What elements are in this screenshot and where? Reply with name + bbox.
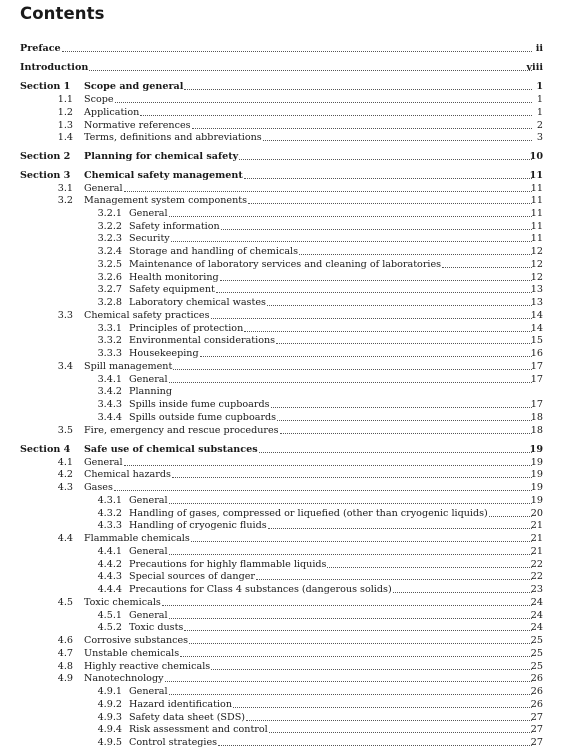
toc-dot-leader [169,694,532,695]
toc-entry-number: 4.5.1 [97,610,122,621]
toc-entry[interactable] [0,150,583,163]
toc-dot-leader [114,490,532,491]
toc-entry-title: Planning for chemical safety [84,151,239,162]
toc-page-number: 14 [530,310,543,321]
toc-entry-text-wrap [84,468,533,481]
toc-entry-text-wrap [84,93,533,106]
toc-entry-title: Principles of protection [129,323,244,334]
toc-dot-leader [246,720,532,721]
toc-entry-text-wrap [84,596,533,609]
toc-entry-number: 4.3 [57,482,73,493]
toc-entry-title: Health monitoring [129,272,219,283]
toc-page-number: 18 [530,425,543,436]
toc-entry-number: 4.5 [57,597,73,608]
toc-entry-text-wrap [129,736,533,749]
toc-entry-number: 4.9.5 [97,737,122,748]
toc-entry[interactable] [0,634,583,647]
toc-entry-title: Gases [84,482,113,493]
toc-dot-leader [211,669,532,670]
toc-entry-title: Application [84,107,140,118]
toc-page-number: 13 [530,297,543,308]
toc-entry[interactable] [0,443,583,456]
toc-entry[interactable] [0,80,583,93]
toc-entry-text-wrap [84,443,533,456]
toc-dot-leader [239,159,532,160]
toc-entry-text-wrap [129,347,533,360]
toc-entry[interactable] [0,296,583,309]
toc-entry[interactable] [0,169,583,182]
toc-dot-leader [220,280,532,281]
toc-entry[interactable] [0,698,583,711]
toc-entry[interactable] [0,207,583,220]
toc-page-number: 1 [536,107,543,118]
toc-entry[interactable] [0,309,583,322]
toc-page-number: 21 [530,520,543,531]
toc-entry-title: Risk assessment and control [129,724,268,735]
toc-entry-title: Fire, emergency and rescue procedures [84,425,279,436]
toc-entry-text-wrap [20,61,533,74]
toc-dot-leader [124,191,532,192]
toc-entry-title: Toxic dusts [129,622,184,633]
toc-entry-text-wrap [129,583,533,596]
toc-entry-title: Chemical hazards [84,469,171,480]
toc-entry-title: General [129,686,168,697]
toc-entry-number: 3.3.2 [97,335,122,346]
toc-page-number: viii [526,62,543,73]
toc-entry[interactable] [0,194,583,207]
toc-entry-title: Safety information [129,221,220,232]
toc-dot-leader [162,605,532,606]
toc-entry-number: 3.4.4 [97,412,122,423]
toc-dot-leader [169,618,532,619]
toc-page-number: 11 [530,195,543,206]
toc-page-number: 11 [530,208,543,219]
toc-entry-title: Chemical safety practices [84,310,210,321]
toc-dot-leader [276,343,532,344]
toc-entry-text-wrap [20,42,533,55]
toc-entry-text-wrap [84,634,533,647]
toc-dot-leader [169,503,532,504]
toc-entry-number: 4.1 [57,457,73,468]
toc-entry-text-wrap [84,150,533,163]
toc-entry-number: 4.4.3 [97,571,122,582]
toc-entry-number: 1.2 [57,107,73,118]
toc-entry-title: Handling of cryogenic fluids [129,520,267,531]
toc-entry-text-wrap [129,296,533,309]
toc-entry-number: 3.5 [57,425,73,436]
toc-entry-title: Safety data sheet (SDS) [129,712,246,723]
toc-dot-leader [169,382,532,383]
toc-dot-leader [165,681,532,682]
toc-entry-text-wrap [129,621,533,634]
toc-page-number: 24 [530,622,543,633]
toc-entry-number: 4.6 [57,635,73,646]
toc-entry-title: Chemical safety management [84,170,243,181]
toc-entry[interactable] [0,232,583,245]
toc-entry-number: 4.4.1 [97,546,122,557]
toc-dot-leader [184,89,532,90]
toc-dot-leader [268,528,532,529]
toc-entry[interactable] [0,570,583,583]
toc-entry-text-wrap [84,424,533,437]
toc-dot-leader [189,643,532,644]
toc-entry[interactable] [0,736,583,749]
toc-dot-leader [169,554,532,555]
toc-entry[interactable] [0,93,583,106]
toc-entry-title: Handling of gases, compressed or liquefied (other than cryogenic liquids) [129,508,488,519]
toc-entry-number: 3.2.4 [97,246,122,257]
toc-page-number: 25 [530,661,543,672]
toc-entry-text-wrap [84,360,533,373]
toc-entry-number: 4.3.2 [97,508,122,519]
toc-page-number: 11 [530,221,543,232]
toc-dot-leader [124,465,532,466]
toc-entry[interactable] [0,258,583,271]
toc-entry-number: 3.2.2 [97,221,122,232]
toc-dot-leader [221,229,532,230]
toc-section-label: Section 2 [20,151,71,162]
toc-entry-number: 3.2.8 [97,297,122,308]
toc-dot-leader [244,178,532,179]
toc-dot-leader [256,579,532,580]
toc-dot-leader [89,70,532,71]
toc-entry-title: Control strategies [129,737,218,748]
toc-entry-title: Introduction [20,62,89,73]
toc-page-number: 22 [530,559,543,570]
toc-entry-title: Flammable chemicals [84,533,190,544]
toc-dot-leader [211,318,533,319]
toc-entry-number: 1.1 [57,94,73,105]
toc-entry-text-wrap [129,398,533,411]
toc-dot-leader [327,567,532,568]
toc-page-number: 17 [530,399,543,410]
toc-entry[interactable] [0,545,583,558]
toc-page-number: 11 [530,233,543,244]
toc-page-number: ii [535,43,543,54]
toc-dot-leader [248,203,532,204]
toc-dot-leader [267,305,532,306]
toc-entry-title: General [129,208,168,219]
toc-entry-number: 3.3 [57,310,73,321]
toc-dot-leader [192,128,532,129]
toc-entry-title: General [84,183,123,194]
toc-entry-text-wrap [129,494,533,507]
toc-entry[interactable] [0,334,583,347]
toc-entry-text-wrap [84,647,533,660]
toc-entry-title: Scope and general [84,81,184,92]
toc-entry[interactable] [0,685,583,698]
toc-entry[interactable] [0,519,583,532]
toc-entry-title: Unstable chemicals [84,648,180,659]
toc-page-number: 19 [529,444,543,455]
toc-entry[interactable] [0,481,583,494]
toc-dot-leader [180,656,532,657]
toc-entry-title: Management system components [84,195,248,206]
toc-entry[interactable] [0,596,583,609]
toc-entry[interactable] [0,672,583,685]
toc-entry-title: Spills outside fume cupboards [129,412,277,423]
toc-entry-text-wrap [84,672,533,685]
toc-page-number: 11 [530,183,543,194]
toc-dot-leader [115,102,532,103]
toc-page-number: 27 [530,724,543,735]
toc-entry[interactable] [0,106,583,119]
toc-page-number: 26 [530,699,543,710]
toc-entry[interactable] [0,647,583,660]
toc-dot-leader [171,241,532,242]
toc-page-number: 12 [530,259,543,270]
toc-entry[interactable] [0,723,583,736]
toc-entry-text-wrap [84,309,533,322]
toc-entry-number: 4.3.1 [97,495,122,506]
toc-entry[interactable] [0,131,583,144]
toc-entry-number: 1.4 [57,132,73,143]
toc-page-number: 18 [530,412,543,423]
toc-entry-number: 3.4.1 [97,374,122,385]
toc-section-label: Section 1 [20,81,71,92]
toc-entry-title: Planning [129,386,172,397]
toc-entry-title: General [84,457,123,468]
toc-entry-text-wrap [129,723,533,736]
toc-entry[interactable] [0,532,583,545]
toc-entry-number: 1.3 [57,120,73,131]
toc-entry-text-wrap [129,411,533,424]
toc-dot-leader [216,292,532,293]
toc-dot-leader [191,541,532,542]
toc-entry-text-wrap [84,131,533,144]
toc-page-number: 26 [530,686,543,697]
toc-page-number: 24 [530,597,543,608]
toc-entry-title: Precautions for highly flammable liquids [129,559,327,570]
toc-entry-title: General [129,374,168,385]
toc-entry-number: 4.5.2 [97,622,122,633]
toc-page-number: 19 [530,495,543,506]
toc-entry-number: 3.2 [57,195,73,206]
toc-entry[interactable] [0,398,583,411]
toc-entry-title: Highly reactive chemicals [84,661,211,672]
toc-entry[interactable] [0,468,583,481]
toc-page-number: 19 [530,482,543,493]
toc-entry-title: Maintenance of laboratory services and cleaning of laboratories [129,259,442,270]
toc-entry-text-wrap [84,194,533,207]
toc-entry-number: 4.8 [57,661,73,672]
toc-dot-leader [269,732,532,733]
toc-entry-number: 3.4.2 [97,386,122,397]
toc-entry-number: 4.9.1 [97,686,122,697]
toc-dot-leader [233,707,532,708]
toc-page-number: 27 [530,712,543,723]
toc-page-number: 21 [530,533,543,544]
toc-dot-leader [271,407,532,408]
toc-entry-text-wrap [84,106,533,119]
toc-entry-title: Precautions for Class 4 substances (dangerous solids) [129,584,392,595]
toc-entry-number: 3.2.1 [97,208,122,219]
toc-page-number: 26 [530,673,543,684]
toc-entry-title: Storage and handling of chemicals [129,246,299,257]
toc-entry-text-wrap [84,481,533,494]
toc-entry[interactable] [0,385,583,398]
toc-page-number: 23 [530,584,543,595]
toc-dot-leader [277,420,532,421]
toc-entry-title: Toxic chemicals [84,597,161,608]
toc-entry[interactable] [0,621,583,634]
toc-dot-leader [140,115,532,116]
toc-entry-text-wrap [129,570,533,583]
toc-entry-number: 3.2.3 [97,233,122,244]
toc-entry-title: Spill management [84,361,173,372]
toc-entry-number: 3.3.3 [97,348,122,359]
toc-page-number: 21 [530,546,543,557]
toc-entry-title: Hazard identification [129,699,232,710]
toc-page-number: 24 [530,610,543,621]
toc-page-number: 12 [530,272,543,283]
toc-entry-text-wrap [129,207,533,220]
toc-entry-text-wrap [129,334,533,347]
toc-dot-leader [172,477,532,478]
toc-entry-title: Environmental considerations [129,335,276,346]
toc-dot-leader [169,216,532,217]
toc-page-number: 25 [530,648,543,659]
toc-entry[interactable] [0,424,583,437]
toc-entry-title: Security [129,233,170,244]
toc-page-number: 22 [530,571,543,582]
toc-section-label: Section 4 [20,444,71,455]
toc-entry-title: Nanotechnology [84,673,164,684]
toc-dot-leader [200,356,532,357]
toc-entry-text-wrap [84,80,533,93]
toc-entry-number: 3.1 [57,183,73,194]
toc-entry[interactable] [0,494,583,507]
toc-entry-title: Normative references [84,120,191,131]
toc-entry-text-wrap [129,685,533,698]
toc-dot-leader [244,331,532,332]
toc-entry-number: 3.2.6 [97,272,122,283]
toc-entry-title: Special sources of danger [129,571,255,582]
toc-entry-title: Laboratory chemical wastes [129,297,266,308]
toc-page-number: 3 [536,132,543,143]
toc-entry-text-wrap [129,698,533,711]
toc-entry-title: Spills inside fume cupboards [129,399,270,410]
toc-entry-title: Safety equipment [129,284,215,295]
toc-dot-leader [299,254,532,255]
toc-entry-text-wrap [129,258,533,271]
toc-entry[interactable] [0,347,583,360]
toc-entry-title: Safe use of chemical substances [84,444,258,455]
toc-entry-title: Housekeeping [129,348,199,359]
toc-entry-number: 3.2.7 [97,284,122,295]
toc-page-number: 1 [536,81,543,92]
toc-entry[interactable] [0,283,583,296]
toc-page-number: 27 [530,737,543,748]
toc-entry-text-wrap [129,245,533,258]
toc-page-number: 25 [530,635,543,646]
toc-entry-number: 4.4.4 [97,584,122,595]
toc-entry[interactable] [0,245,583,258]
toc-entry-number: 4.2 [57,469,73,480]
toc-entry-title: General [129,610,168,621]
toc-entry-text-wrap [129,519,533,532]
toc-entry-number: 3.4 [57,361,73,372]
toc-page-number: 12 [530,246,543,257]
toc-entry-title: Corrosive substances [84,635,189,646]
toc-entry[interactable] [0,411,583,424]
toc-entry-number: 4.9 [57,673,73,684]
toc-entry-text-wrap [129,545,533,558]
toc-entry-number: 4.9.4 [97,724,122,735]
toc-page-number: 11 [529,170,543,181]
toc-page-number: 20 [530,508,543,519]
toc-dot-leader [263,140,532,141]
toc-page-number: 19 [530,457,543,468]
toc-entry-text-wrap [84,532,533,545]
toc-entry-title: Scope [84,94,114,105]
toc-entry-text-wrap [129,283,533,296]
toc-entry-text-wrap [129,232,533,245]
toc-dot-leader [259,452,532,453]
toc-dot-leader [173,369,532,370]
toc-entry[interactable] [0,42,583,55]
toc-entry-number: 4.9.3 [97,712,122,723]
toc-entry[interactable] [0,61,583,74]
toc-dot-leader [218,745,532,746]
toc-entry-title: Preface [20,43,61,54]
toc-entry-title: General [129,546,168,557]
toc-page-number: 1 [536,94,543,105]
toc-page-number: 19 [530,469,543,480]
toc-page-number: 14 [530,323,543,334]
toc-entry-number: 3.4.3 [97,399,122,410]
page-title: Contents [20,4,105,23]
toc-entry-number: 4.7 [57,648,73,659]
toc-entry-title: General [129,495,168,506]
toc-page-number: 10 [529,151,543,162]
toc-page-number: 15 [530,335,543,346]
toc-entry-number: 4.4 [57,533,73,544]
toc-entry-text-wrap [84,169,533,182]
toc-entry[interactable] [0,583,583,596]
toc-page-number: 2 [536,120,543,131]
toc-dot-leader [280,433,532,434]
toc-page-number: 16 [530,348,543,359]
toc-entry[interactable] [0,360,583,373]
toc-entry-title: Terms, definitions and abbreviations [84,132,262,143]
toc-entry-number: 3.3.1 [97,323,122,334]
toc-page-number: 17 [530,374,543,385]
toc-entry-text-wrap [129,385,533,398]
toc-section-label: Section 3 [20,170,71,181]
toc-dot-leader [62,51,532,52]
toc-page-number: 13 [530,284,543,295]
toc-entry-number: 4.4.2 [97,559,122,570]
toc-entry-number: 4.3.3 [97,520,122,531]
toc-entry-number: 4.9.2 [97,699,122,710]
toc-page-number: 17 [530,361,543,372]
toc-dot-leader [184,630,532,631]
toc-entry-number: 3.2.5 [97,259,122,270]
